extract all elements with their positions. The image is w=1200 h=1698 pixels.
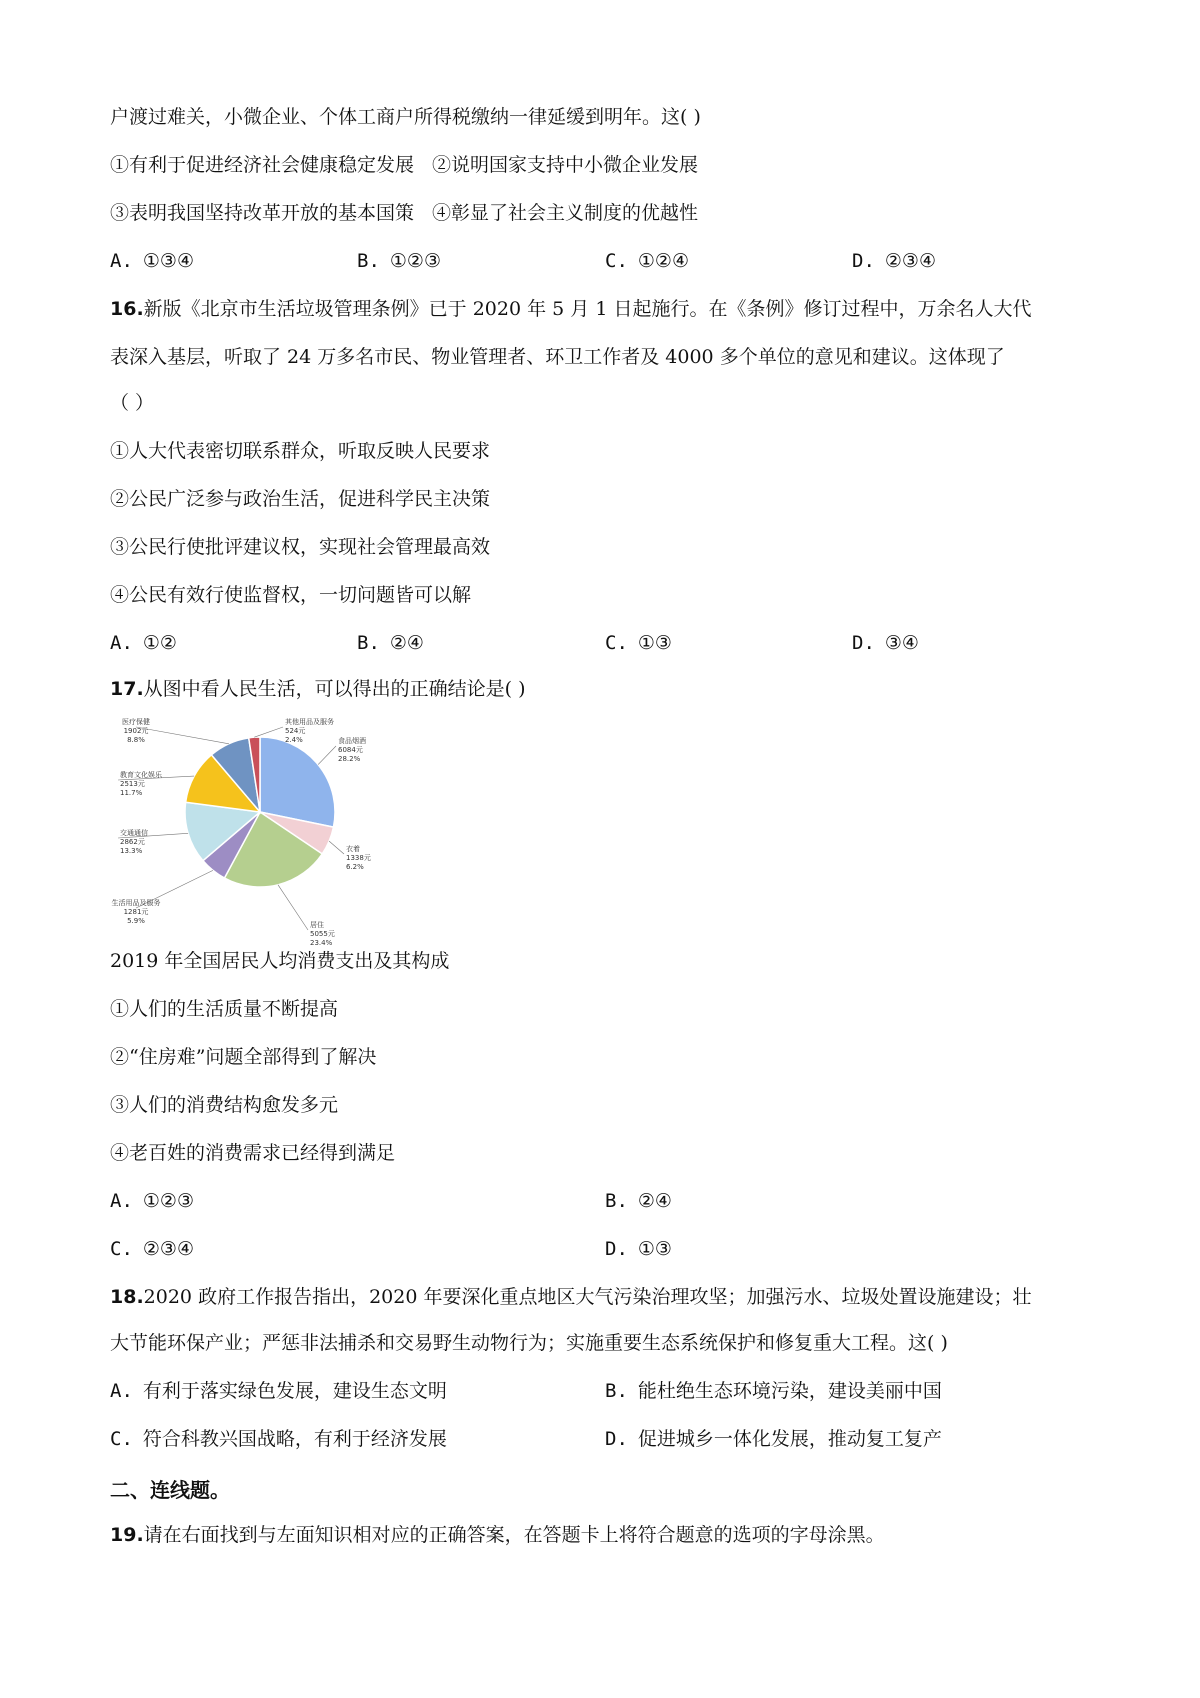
slice-name: 生活用品及服务	[111, 899, 161, 907]
q19-text: 请在右面找到与左面知识相对应的正确答案，在答题卡上将符合题意的选项的字母涂黑。	[143, 1524, 885, 1546]
slice-label	[338, 736, 366, 763]
q18-text: 2020 政府工作报告指出，2020 年要深化重点地区大气污染治理攻坚；加强污水、垃圾处置设施建设；壮	[143, 1286, 1032, 1308]
q16-text: 新版《北京市生活垃圾管理条例》已于 2020 年 5 月 1 日起施行。在《条例》修订过程中，万余名人大代	[143, 298, 1032, 320]
option-key: B.	[357, 250, 380, 272]
q19-stem	[110, 1522, 885, 1548]
leader-line	[136, 727, 229, 744]
option-text: ①②③	[389, 250, 441, 272]
option-key: A.	[110, 250, 133, 272]
q18-stem-line-1	[110, 1284, 1031, 1310]
q16-statement-4: ④公民有效行使监督权，一切问题皆可以解	[110, 584, 472, 606]
slice-name: 教育文化娱乐	[120, 771, 162, 779]
leader-line	[318, 746, 336, 765]
slice-name: 食品烟酒	[338, 737, 366, 745]
q18-number: 18.	[110, 1286, 144, 1308]
slice-amount: 5055元	[310, 930, 335, 938]
option-text: 符合科教兴国战略，有利于经济发展	[142, 1428, 447, 1450]
slice-percent: 11.7%	[120, 789, 143, 797]
slice-label	[122, 717, 150, 744]
q15-option-a[interactable]	[110, 248, 194, 274]
q17-statement-2: ②“住房难”问题全部得到了解决	[110, 1046, 377, 1068]
option-text: ①③④	[142, 250, 194, 272]
slice-percent: 23.4%	[310, 939, 333, 947]
q15-s1: ①有利于促进经济社会健康稳定发展	[110, 154, 415, 176]
q16-stem-line-3: （ ）	[110, 392, 155, 414]
q15-option-b[interactable]	[357, 248, 441, 274]
leader-line	[329, 841, 344, 854]
option-key: C.	[110, 1428, 133, 1450]
option-key: C.	[110, 1238, 133, 1260]
q16-stem-line-2: 表深入基层，听取了 24 万多名市民、物业管理者、环卫工作者及 4000 多个单位的意见和建议。这体现了	[110, 346, 1005, 368]
option-text: ②③④	[142, 1238, 194, 1260]
q18-option-c[interactable]	[110, 1426, 447, 1452]
q17-stem	[110, 676, 526, 702]
slice-name: 衣着	[346, 845, 360, 853]
q16-number: 16.	[110, 298, 144, 320]
option-text: 有利于落实绿色发展，建设生态文明	[142, 1380, 447, 1402]
option-key: C.	[605, 632, 628, 654]
leader-line	[278, 885, 308, 930]
option-text: 促进城乡一体化发展，推动复工复产	[637, 1428, 942, 1450]
slice-label	[120, 770, 163, 797]
option-text: ①②④	[637, 250, 689, 272]
q16-option-a[interactable]	[110, 630, 177, 656]
q19-number: 19.	[110, 1524, 144, 1546]
slice-label	[112, 898, 161, 925]
slice-label	[285, 717, 334, 744]
option-text: ①②	[142, 632, 177, 654]
slice-percent: 28.2%	[338, 755, 361, 763]
q17-option-b[interactable]	[605, 1188, 672, 1214]
slice-percent: 6.2%	[346, 863, 364, 871]
q17-statement-3: ③人们的消费结构愈发多元	[110, 1094, 339, 1116]
consumption-pie-chart	[110, 712, 440, 947]
option-text: ②④	[389, 632, 424, 654]
option-key: D.	[605, 1238, 628, 1260]
q15-s2: ②说明国家支持中小微企业发展	[432, 154, 699, 176]
option-text: ③④	[884, 632, 919, 654]
q18-option-a[interactable]	[110, 1378, 447, 1404]
option-key: B.	[357, 632, 380, 654]
q18-stem-line-2: 大节能环保产业；严惩非法捕杀和交易野生动物行为；实施重要生态系统保护和修复重大工程。这( )	[110, 1332, 948, 1354]
option-key: A.	[110, 632, 133, 654]
chart-caption: 2019 年全国居民人均消费支出及其构成	[110, 950, 450, 972]
section-title: 二、连线题。	[110, 1478, 230, 1502]
q15-s3: ③表明我国坚持改革开放的基本国策	[110, 202, 415, 224]
q15-option-d[interactable]	[852, 248, 936, 274]
pie-slices	[185, 737, 335, 887]
q17-option-c[interactable]	[110, 1236, 194, 1262]
slice-percent: 8.8%	[127, 736, 145, 744]
slice-name: 其他用品及服务	[285, 718, 334, 726]
slice-percent: 2.4%	[285, 736, 303, 744]
option-key: C.	[605, 250, 628, 272]
option-key: A.	[110, 1190, 133, 1212]
slice-percent: 5.9%	[127, 917, 145, 925]
slice-amount: 6084元	[338, 746, 363, 754]
q16-statement-1: ①人大代表密切联系群众，听取反映人民要求	[110, 440, 491, 462]
q16-option-b[interactable]	[357, 630, 424, 656]
option-key: A.	[110, 1380, 133, 1402]
q15-s4: ④彰显了社会主义制度的优越性	[432, 202, 699, 224]
slice-amount: 1902元	[123, 727, 149, 735]
leader-line	[254, 727, 283, 737]
q16-statement-3: ③公民行使批评建议权，实现社会管理最高效	[110, 536, 491, 558]
q17-text: 从图中看人民生活，可以得出的正确结论是( )	[143, 678, 526, 700]
q17-statement-1: ①人们的生活质量不断提高	[110, 998, 339, 1020]
q17-number: 17.	[110, 678, 144, 700]
option-key: B.	[605, 1190, 628, 1212]
q16-stem-line-1	[110, 296, 1031, 322]
slice-amount: 524元	[285, 727, 306, 735]
q16-option-c[interactable]	[605, 630, 672, 656]
slice-amount: 1281元	[123, 908, 149, 916]
q15-stem: 户渡过难关，小微企业、个体工商户所得税缴纳一律延缓到明年。这( )	[110, 106, 701, 128]
q15-option-c[interactable]	[605, 248, 689, 274]
slice-label	[120, 828, 148, 855]
slice-amount: 2513元	[120, 780, 145, 788]
q15-statement-1	[110, 152, 698, 178]
q15-statement-3	[110, 200, 698, 226]
q17-option-a[interactable]	[110, 1188, 194, 1214]
slice-name: 交通通信	[120, 829, 148, 837]
option-text: ①③	[637, 632, 672, 654]
slice-percent: 13.3%	[120, 847, 143, 855]
q17-statement-4: ④老百姓的消费需求已经得到满足	[110, 1142, 396, 1164]
slice-label	[346, 844, 371, 871]
q17-option-d[interactable]	[605, 1236, 672, 1262]
option-text: ②④	[637, 1190, 672, 1212]
option-text: ①②③	[142, 1190, 194, 1212]
q16-option-d[interactable]	[852, 630, 919, 656]
q18-option-b[interactable]	[605, 1378, 942, 1404]
option-key: D.	[605, 1428, 628, 1450]
option-key: D.	[852, 250, 875, 272]
slice-name: 居住	[310, 921, 324, 929]
slice-amount: 2862元	[120, 838, 145, 846]
option-key: D.	[852, 632, 875, 654]
option-text: ①③	[637, 1238, 672, 1260]
option-text: ②③④	[884, 250, 936, 272]
option-key: B.	[605, 1380, 628, 1402]
q16-statement-2: ②公民广泛参与政治生活，促进科学民主决策	[110, 488, 491, 510]
slice-label	[310, 920, 335, 947]
slice-name: 医疗保健	[122, 718, 150, 726]
option-text: 能杜绝生态环境污染，建设美丽中国	[637, 1380, 942, 1402]
slice-amount: 1338元	[346, 854, 371, 862]
q18-option-d[interactable]	[605, 1426, 942, 1452]
